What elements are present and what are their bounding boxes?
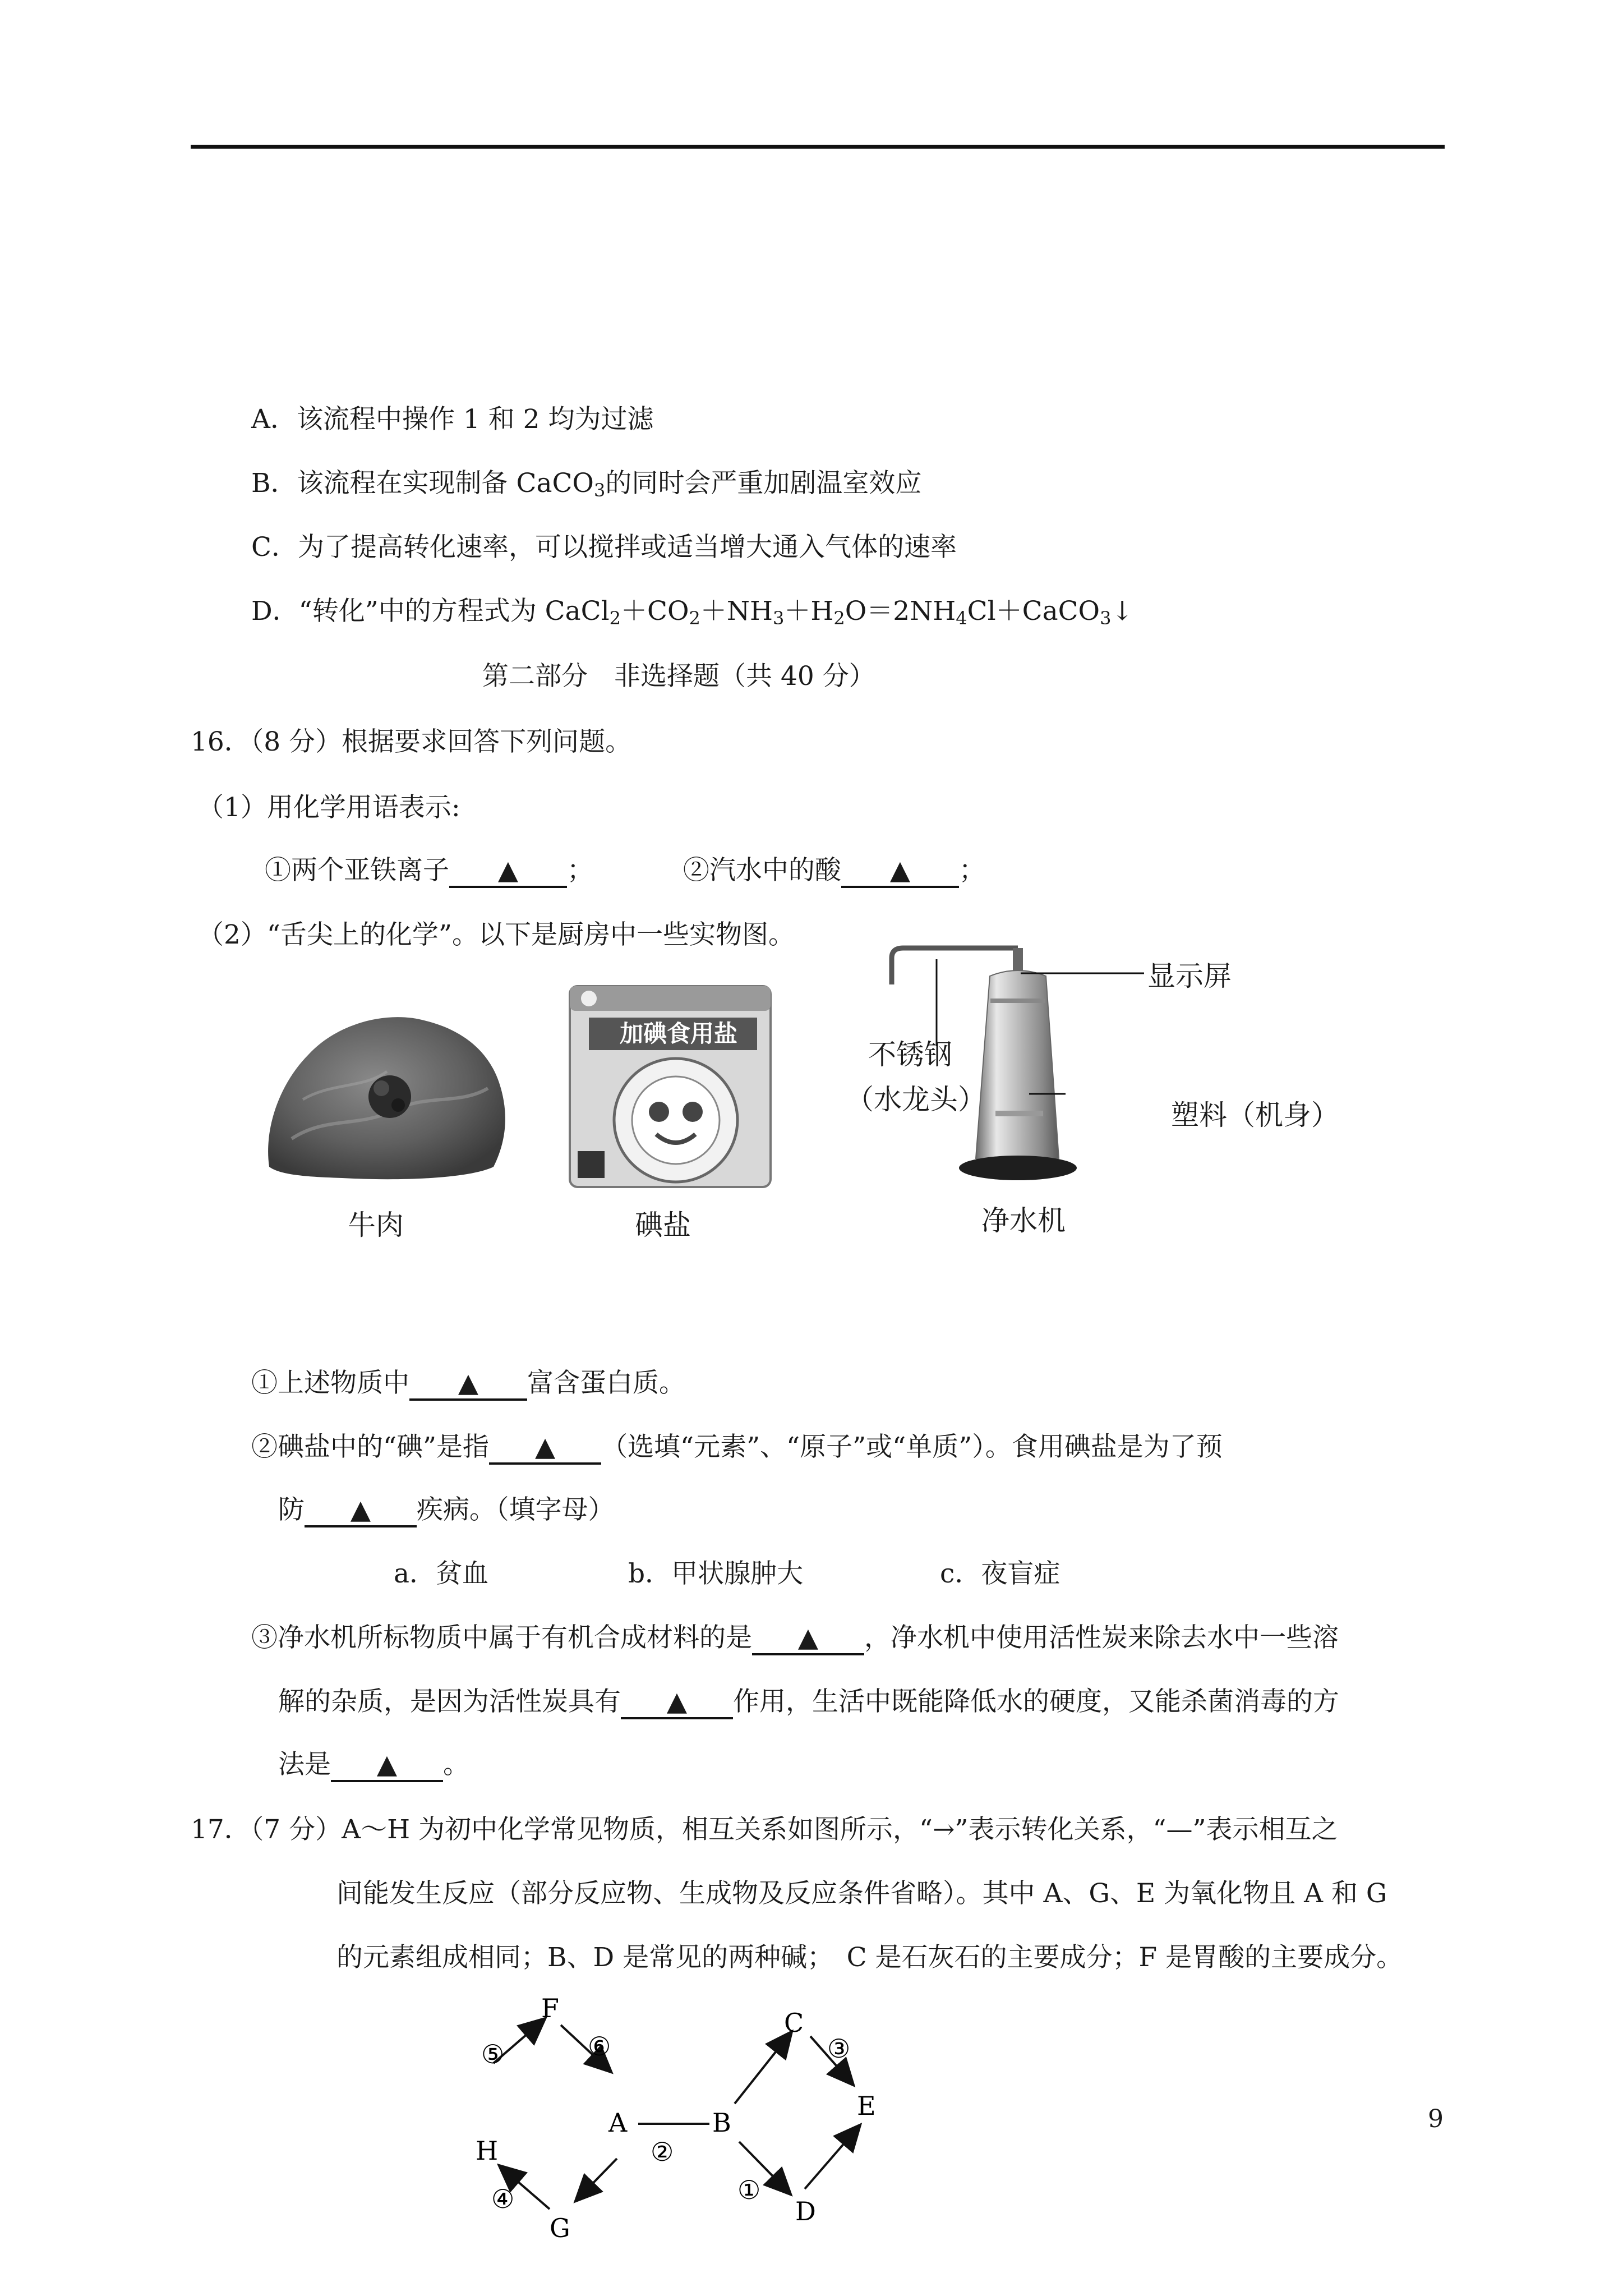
- node-a: A: [608, 2108, 628, 2138]
- answer-blank[interactable]: ▲: [752, 1623, 864, 1655]
- choice-c: c．夜盲症: [940, 1558, 1061, 1589]
- q16-part1: （1）用化学用语表示:: [197, 792, 460, 823]
- salt-bag-label: 加碘食用盐: [619, 1020, 737, 1047]
- option-d: D．“转化”中的方程式为 $CaCl_2+CO_2+NH_3+H_2O=2NH_4Cl+CaCO_3↓$: [251, 596, 1133, 629]
- q16-part2: （2）“舌尖上的化学”。以下是厨房中一些实物图。: [197, 919, 795, 950]
- section-title: 第二部分 非选择题（共 40 分）: [482, 661, 875, 692]
- answer-blank[interactable]: ▲: [331, 1750, 443, 1782]
- label-5: ⑤: [481, 2039, 505, 2069]
- reaction-diagram: [460, 1997, 909, 2244]
- edge-b-c: [735, 2033, 791, 2104]
- option-c: C．为了提高转化速率，可以搅拌或适当增大通入气体的速率: [251, 532, 957, 563]
- choice-a: a．贫血: [394, 1558, 489, 1589]
- answer-blank[interactable]: ▲: [621, 1687, 733, 1719]
- label-4: ④: [491, 2184, 515, 2214]
- answer-blank[interactable]: ▲: [409, 1368, 527, 1401]
- q16-part1-items: ①两个亚铁离子 ▲ ； ②汽水中的酸 ▲ ；: [265, 854, 985, 888]
- q17-line1: 17．（7 分）A～H 为初中化学常见物质，相互关系如图所示，“→”表示转化关系，“—”表示相互之: [191, 1814, 1338, 1845]
- header-rule: [191, 145, 1445, 149]
- option-a: A．该流程中操作 1 和 2 均为过滤: [251, 404, 654, 435]
- q16-sub3-line2: 解的杂质，是因为活性炭具有 ▲ 作用，生活中既能降低水的硬度，又能杀菌消毒的方: [278, 1685, 1339, 1719]
- edge-a-g: [577, 2159, 617, 2200]
- q16-sub2-line2: 防 ▲ 疾病。（填字母）: [278, 1493, 615, 1527]
- label-purifier: 净水机: [981, 1204, 1066, 1237]
- label-6: ⑥: [588, 2031, 611, 2062]
- label-salt: 碘盐: [635, 1209, 691, 1241]
- page-number: 9: [1428, 2105, 1444, 2133]
- q16-sub3-line3: 法是 ▲ 。: [278, 1748, 469, 1782]
- node-b: B: [712, 2108, 731, 2138]
- answer-blank[interactable]: ▲: [841, 855, 959, 888]
- q16-stem: 16．（8 分）根据要求回答下列问题。: [191, 726, 632, 757]
- node-h: H: [476, 2136, 499, 2166]
- q16-sub1: ①上述物质中 ▲ 富含蛋白质。: [251, 1366, 685, 1401]
- option-b: B．该流程在实现制备 CaCO$_3$的同时会严重加剧温室效应: [251, 468, 922, 501]
- answer-blank[interactable]: ▲: [489, 1432, 601, 1465]
- iodized-salt-photo: [566, 983, 774, 1190]
- answer-blank[interactable]: ▲: [305, 1495, 417, 1527]
- edge-d-e: [805, 2126, 859, 2189]
- node-g: G: [550, 2213, 570, 2243]
- q17-line3: 的元素组成相同；B、D 是常见的两种碱； C 是石灰石的主要成分；F 是胃酸的主要成分。: [336, 1942, 1403, 1973]
- node-e: E: [857, 2091, 876, 2121]
- choice-b: b．甲状腺肿大: [628, 1558, 804, 1589]
- label-3: ③: [827, 2033, 851, 2064]
- label-1: ①: [737, 2175, 761, 2205]
- node-c: C: [784, 2008, 804, 2038]
- label-beef: 牛肉: [348, 1209, 404, 1241]
- callout-faucet: （水龙头）: [846, 1083, 986, 1116]
- label-2: ②: [651, 2137, 674, 2167]
- q16-sub3: ③净水机所标物质中属于有机合成材料的是 ▲ ，净水机中使用活性炭来除去水中一些溶: [251, 1621, 1339, 1655]
- beef-photo: [258, 999, 516, 1184]
- node-f: F: [541, 1997, 559, 2023]
- callout-plastic: 塑料（机身）: [1171, 1099, 1339, 1131]
- callout-steel: 不锈钢: [868, 1038, 952, 1071]
- q16-sub2: ②碘盐中的“碘”是指 ▲ （选填“元素”、“原子”或“单质”）。食用碘盐是为了预: [251, 1430, 1223, 1465]
- answer-blank[interactable]: ▲: [449, 855, 567, 888]
- node-d: D: [795, 2196, 816, 2226]
- callout-display: 显示屏: [1147, 960, 1232, 992]
- q17-line2: 间能发生反应（部分反应物、生成物及反应条件省略）。其中 A、G、E 为氧化物且 A 和 G: [336, 1878, 1387, 1909]
